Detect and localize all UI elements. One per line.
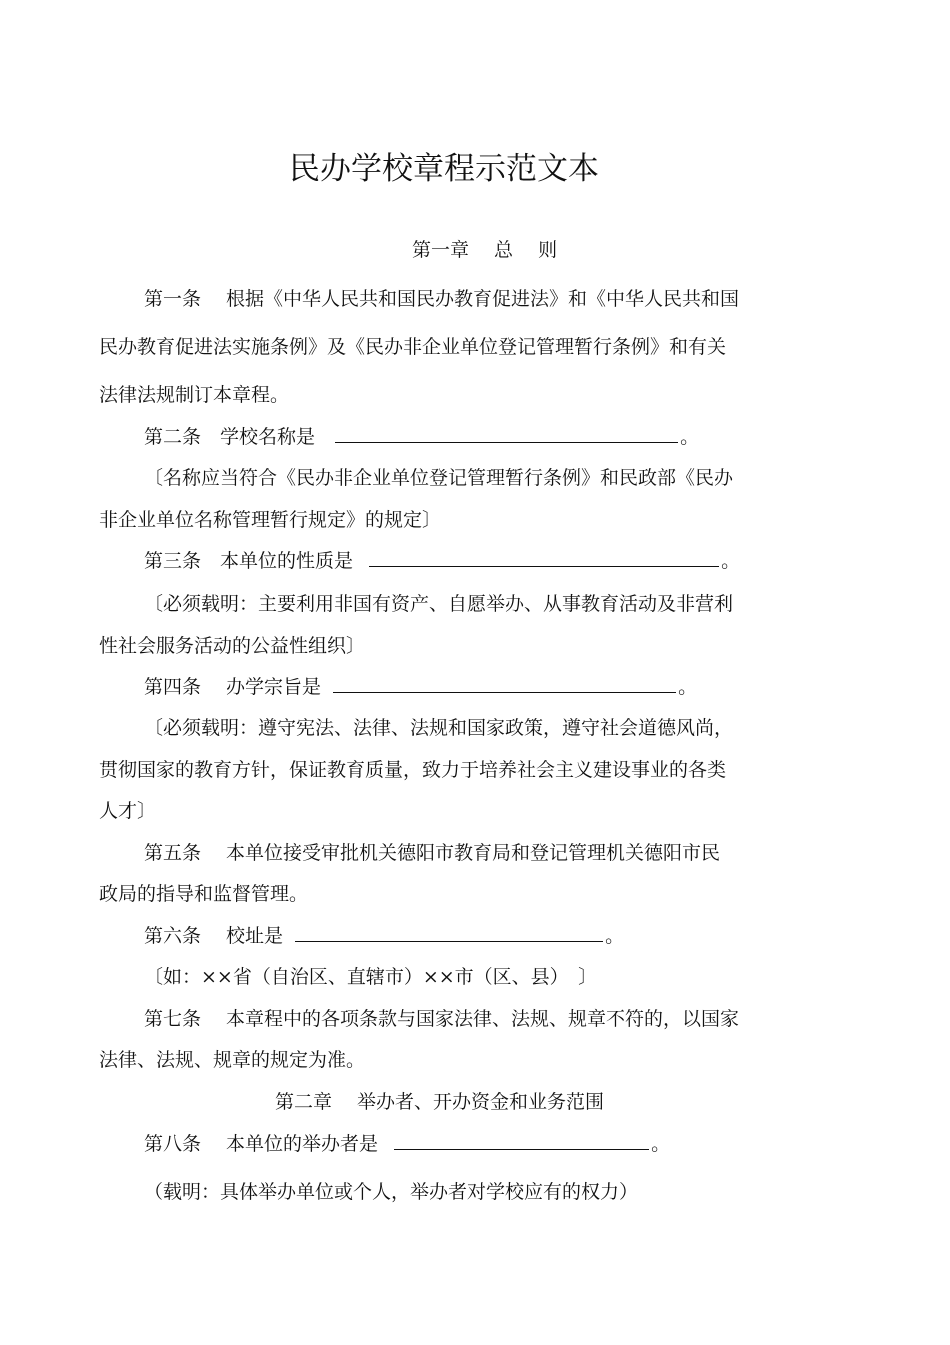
article-2-note-line-1: 〔名称应当符合《民办非企业单位登记管理暂行条例》和民政部《民办	[144, 467, 734, 489]
article-2-end: 。	[680, 426, 700, 448]
article-3-end: 。	[721, 550, 741, 572]
article-6-note: 〔如：××省（自治区、直辖市）××市（区、县） 〕	[144, 966, 598, 988]
article-5-line-2: 政局的指导和监督管理。	[99, 883, 309, 905]
article-6	[144, 924, 624, 948]
chapter-2-heading: 第二章 举办者、开办资金和业务范围	[275, 1091, 605, 1113]
article-1-line-2: 民办教育促进法实施条例》及《民办非企业单位登记管理暂行条例》和有关	[99, 336, 727, 358]
article-3-note-line-1: 〔必须载明：主要利用非国有资产、自愿举办、从事教育活动及非营利	[144, 593, 734, 615]
article-1-line-3: 法律法规制订本章程。	[99, 384, 290, 406]
document-title: 民办学校章程示范文本	[289, 151, 599, 187]
article-4-note-line-3: 人才〕	[99, 800, 157, 822]
article-3-note-line-2: 性社会服务活动的公益性组织〕	[99, 635, 366, 657]
chapter-1-heading: 第一章 总 则	[412, 239, 558, 261]
article-4-end: 。	[678, 676, 698, 698]
article-1-line-1: 第一条 根据《中华人民共和国民办教育促进法》和《中华人民共和国	[144, 288, 740, 310]
article-4	[144, 675, 697, 699]
article-4-note-line-1: 〔必须载明：遵守宪法、法律、法规和国家政策，遵守社会道德风尚，	[144, 717, 734, 739]
article-5-line-1: 第五条 本单位接受审批机关德阳市教育局和登记管理机关德阳市民	[144, 842, 721, 864]
article-4-label: 第四条 办学宗旨是	[144, 676, 322, 698]
article-8-end: 。	[651, 1133, 671, 1155]
article-2-note-line-2: 非企业单位名称管理暂行规定》的规定〕	[99, 509, 442, 531]
article-4-note-line-2: 贯彻国家的教育方针，保证教育质量，致力于培养社会主义建设事业的各类	[99, 759, 727, 781]
school-address-blank	[295, 924, 603, 942]
article-6-label: 第六条 校址是	[144, 925, 284, 947]
article-7-line-2: 法律、法规、规章的规定为准。	[99, 1049, 366, 1071]
founder-blank	[394, 1132, 649, 1150]
article-6-end: 。	[605, 925, 625, 947]
school-purpose-blank	[333, 675, 676, 693]
article-7-line-1: 第七条 本章程中的各项条款与国家法律、法规、规章不符的，以国家	[144, 1008, 740, 1030]
article-2	[144, 425, 699, 449]
article-3-label: 第三条 本单位的性质是	[144, 550, 354, 572]
article-3	[144, 549, 740, 573]
article-8-note: （载明：具体举办单位或个人，举办者对学校应有的权力）	[144, 1181, 639, 1203]
article-8	[144, 1132, 670, 1156]
school-name-blank	[335, 425, 678, 443]
unit-nature-blank	[369, 549, 719, 567]
article-2-label: 第二条 学校名称是	[144, 426, 316, 448]
article-8-label: 第八条 本单位的举办者是	[144, 1133, 379, 1155]
